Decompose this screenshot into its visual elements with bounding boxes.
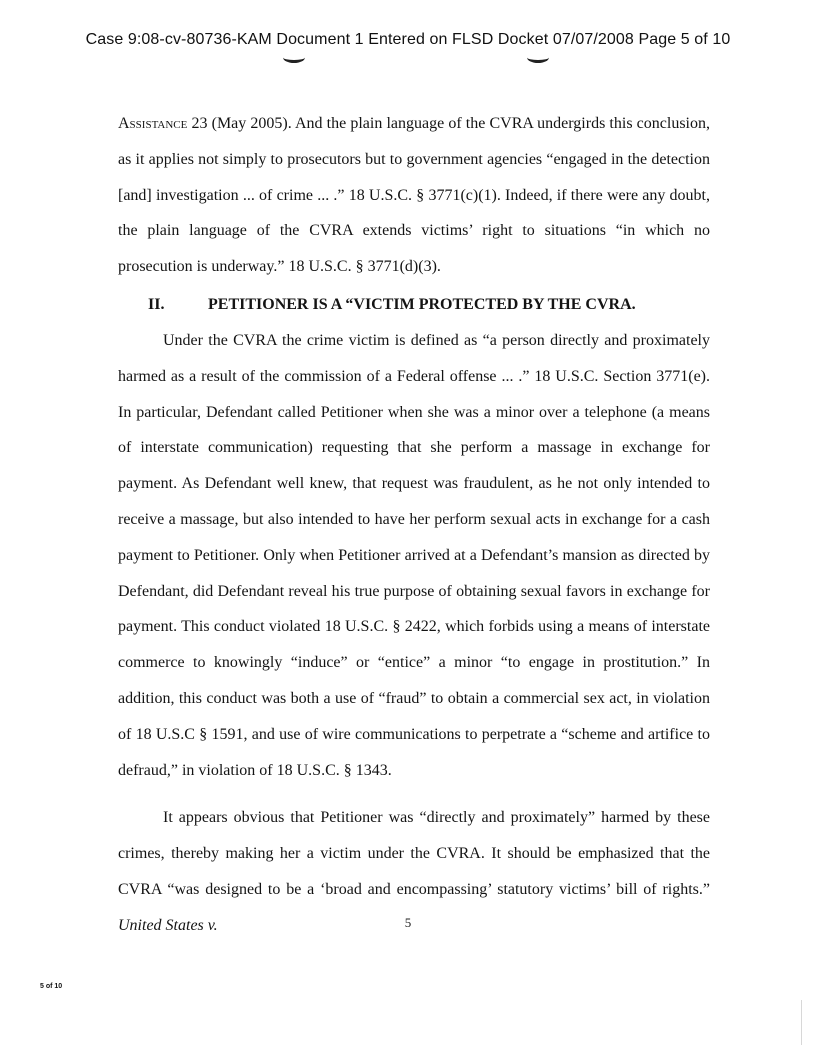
document-body: [118, 106, 710, 944]
scan-mark: [283, 52, 305, 63]
section-title: PETITIONER IS A “VICTIM PROTECTED BY THE CVRA.: [208, 295, 636, 313]
page-of-label: 5 of 10: [40, 983, 63, 990]
section-number: II.: [148, 295, 165, 313]
scan-mark: [527, 52, 549, 63]
case-citation: United States v.: [118, 916, 218, 934]
paragraph-3-text: It appears obvious that Petitioner was “directly and proximately” harmed by these crimes, thereby making her a victim under the CVRA. It should be emphasized that the CVRA “was designed to be a ‘broad and encompassing’ statutory victims’ bill of rights.”: [118, 809, 710, 898]
smallcaps-word: Assistance: [118, 115, 188, 132]
section-heading: [118, 287, 710, 323]
paragraph-1-text: 23 (May 2005). And the plain language of the CVRA undergirds this conclusion, as it applies not simply to prosecutors but to government agencies “engaged in the detection [and] investigation ... of crime ... .” 18 U.S.C. § 3771(c)(1). Indeed, if there were any doubt, the plain language of the CVRA extends victims’ right to situations “in which no prosecution is underway.” 18 U.S.C. § 3771(d)(3).: [118, 115, 710, 276]
scan-edge: [801, 1000, 802, 1045]
case-header: Case 9:08-cv-80736-KAM Document 1 Entered on FLSD Docket 07/07/2008 Page 5 of 10: [85, 31, 731, 48]
paragraph-1: [118, 106, 710, 285]
paragraph-2: Under the CVRA the crime victim is defined as “a person directly and proximately harmed as a result of the commission of a Federal offense ... .” 18 U.S.C. Section 3771(e). In particular, Defendant called Petitioner when she was a minor over a telephone (a means of interstate communication) requesting that she perform a massage in exchange for payment. As Defendant well knew, that request was fraudulent, as he not only intended to receive a massage, but also intended to have her perform sexual acts in exchange for a cash payment to Petitioner. Only when Petitioner arrived at a Defendant’s mansion as directed by Defendant, did Defendant reveal his true purpose of obtaining sexual favors in exchange for payment. This conduct violated 18 U.S.C. § 2422, which forbids using a means of interstate commerce to knowingly “induce” or “entice” a minor “to engage in prostitution.” In addition, this conduct was both a use of “fraud” to obtain a commercial sex act, in violation of 18 U.S.C § 1591, and use of wire communications to perpetrate a “scheme and artifice to defraud,” in violation of 18 U.S.C. § 1343.: [118, 331, 710, 779]
page-number: 5: [404, 915, 412, 930]
